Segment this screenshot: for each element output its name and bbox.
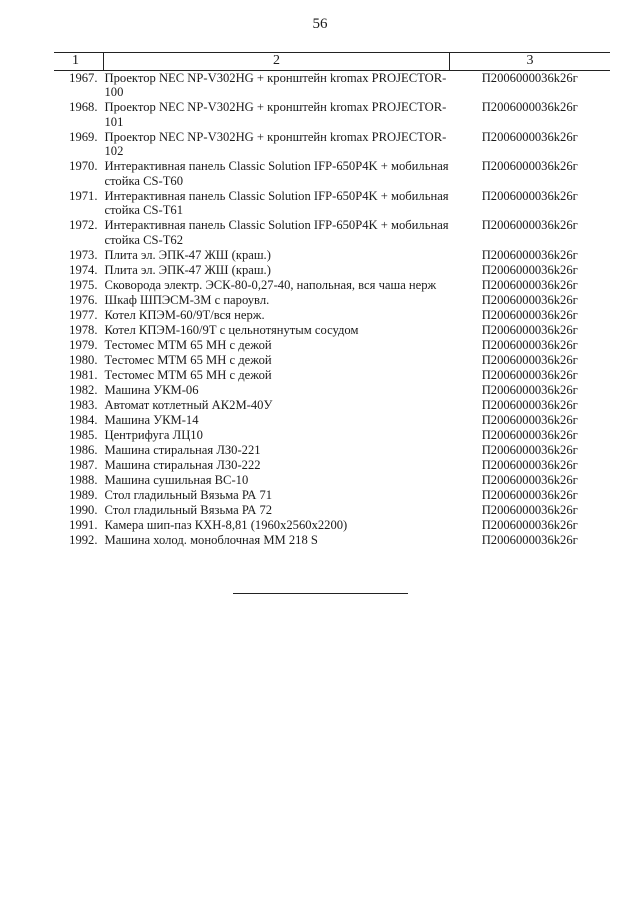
- item-code: П2006000036k26г: [481, 322, 578, 337]
- table-row: [54, 100, 610, 130]
- item-name: Машина сушильная ВС-10: [104, 472, 249, 487]
- table-row: [54, 413, 610, 428]
- item-code: П2006000036k26г: [481, 129, 578, 144]
- item-code: П2006000036k26г: [481, 442, 578, 457]
- table-row: [54, 398, 610, 413]
- end-divider: [233, 593, 408, 594]
- row-number: 1975.: [69, 277, 98, 292]
- item-name: Интерактивная панель Classic Solution IFP-650P4K + мобильная стойка CS-T60: [104, 159, 449, 188]
- item-code: П2006000036k26г: [481, 352, 578, 367]
- table-row: [54, 533, 610, 548]
- row-number: 1968.: [69, 100, 98, 114]
- item-name: Камера шип-паз КХН-8,81 (1960х2560х2200): [104, 517, 348, 532]
- table-row: [54, 278, 610, 293]
- row-number: 1991.: [69, 517, 98, 532]
- row-number: 1973.: [69, 247, 98, 262]
- table-row: [54, 338, 610, 353]
- item-name: Центрифуга ЛЦ10: [104, 427, 203, 442]
- row-number: 1982.: [69, 382, 98, 397]
- table-row: [54, 130, 610, 160]
- item-name: Плита эл. ЭПК-47 ЖШ (краш.): [104, 262, 271, 277]
- item-name: Машина стиральная ЛЗ0-222: [104, 457, 261, 472]
- row-number: 1977.: [69, 307, 98, 322]
- table-row: [54, 368, 610, 383]
- table-row: [54, 383, 610, 398]
- item-code: П2006000036k26г: [481, 159, 578, 173]
- item-code: П2006000036k26г: [481, 292, 578, 307]
- item-code: П2006000036k26г: [481, 307, 578, 322]
- row-number: 1990.: [69, 502, 98, 517]
- column-header-1: 1: [54, 53, 104, 71]
- item-name: Тестомес МТМ 65 МН с дежой: [104, 367, 272, 382]
- table-row: [54, 159, 610, 189]
- row-number: 1976.: [69, 292, 98, 307]
- item-name: Сковорода электр. ЭСК-80-0,27-40, напольная, вся чаша нерж: [104, 277, 437, 292]
- item-code: П2006000036k26г: [481, 188, 578, 203]
- item-code: П2006000036k26г: [481, 218, 578, 232]
- table-row: [54, 293, 610, 308]
- item-code: П2006000036k26г: [481, 367, 578, 382]
- item-code: П2006000036k26г: [481, 502, 578, 517]
- item-name: Машина стиральная ЛЗ0-221: [104, 442, 261, 457]
- item-code: П2006000036k26г: [481, 337, 578, 352]
- table-row: [54, 488, 610, 503]
- table-row: [54, 503, 610, 518]
- column-header-3: 3: [450, 53, 611, 71]
- table-row: [54, 323, 610, 338]
- row-number: 1974.: [69, 262, 98, 277]
- column-header-2: 2: [104, 53, 450, 71]
- row-number: 1989.: [69, 487, 98, 502]
- item-name: Проектор NEC NP-V302HG + кронштейн kromax PROJECTOR-100: [104, 70, 447, 99]
- row-number: 1992.: [69, 532, 98, 547]
- table-row: [54, 218, 610, 248]
- item-name: Проектор NEC NP-V302HG + кронштейн kromax PROJECTOR-102: [104, 129, 447, 158]
- table-row: [54, 308, 610, 323]
- item-code: П2006000036k26г: [481, 100, 578, 114]
- item-name: Интерактивная панель Classic Solution IFP-650P4K + мобильная стойка CS-T61: [104, 188, 449, 217]
- item-name: Котел КПЭМ-60/9Т/вся нерж.: [104, 307, 265, 322]
- item-code: П2006000036k26г: [481, 427, 578, 442]
- header-row: [54, 53, 610, 71]
- item-name: Интерактивная панель Classic Solution IFP-650P4K + мобильная стойка CS-T62: [104, 218, 449, 247]
- item-code: П2006000036k26г: [481, 382, 578, 397]
- item-name: Плита эл. ЭПК-47 ЖШ (краш.): [104, 247, 271, 262]
- table-row: [54, 518, 610, 533]
- table-row: [54, 189, 610, 219]
- row-number: 1987.: [69, 457, 98, 472]
- row-number: 1981.: [69, 367, 98, 382]
- item-name: Стол гладильный Вязьма РА 71: [104, 487, 273, 502]
- page-number: 56: [312, 16, 328, 32]
- item-name: Машина холод. моноблочная ММ 218 S: [104, 532, 318, 547]
- row-number: 1967.: [69, 70, 98, 85]
- item-name: Проектор NEC NP-V302HG + кронштейн kromax PROJECTOR-101: [104, 100, 447, 129]
- row-number: 1978.: [69, 322, 98, 337]
- item-name: Стол гладильный Вязьма РА 72: [104, 502, 273, 517]
- item-name: Тестомес МТМ 65 МН с дежой: [104, 337, 272, 352]
- inventory-table: [54, 52, 610, 548]
- item-code: П2006000036k26г: [481, 247, 578, 262]
- table-row: [54, 428, 610, 443]
- row-number: 1971.: [69, 188, 98, 203]
- row-number: 1985.: [69, 427, 98, 442]
- table-row: [54, 473, 610, 488]
- row-number: 1979.: [69, 337, 98, 352]
- table-row: [54, 353, 610, 368]
- item-code: П2006000036k26г: [481, 457, 578, 472]
- item-name: Котел КПЭМ-160/9Т с цельнотянутым сосудом: [104, 322, 359, 337]
- table-row: [54, 70, 610, 100]
- item-code: П2006000036k26г: [481, 532, 578, 547]
- item-code: П2006000036k26г: [481, 277, 578, 292]
- item-code: П2006000036k26г: [481, 70, 578, 85]
- item-name: Машина УКМ-14: [104, 412, 199, 427]
- row-number: 1986.: [69, 442, 98, 457]
- item-name: Автомат котлетный АК2М-40У: [104, 397, 273, 412]
- row-number: 1988.: [69, 472, 98, 487]
- item-code: П2006000036k26г: [481, 412, 578, 427]
- table-row: [54, 458, 610, 473]
- item-code: П2006000036k26г: [481, 517, 578, 532]
- item-name: Тестомес МТМ 65 МН с дежой: [104, 352, 272, 367]
- table-row: [54, 263, 610, 278]
- row-number: 1970.: [69, 159, 98, 173]
- item-name: Шкаф ШПЭСМ-3М с пароувл.: [104, 292, 270, 307]
- row-number: 1984.: [69, 412, 98, 427]
- item-code: П2006000036k26г: [481, 487, 578, 502]
- row-number: 1980.: [69, 352, 98, 367]
- row-number: 1983.: [69, 397, 98, 412]
- table-body: [54, 70, 610, 548]
- table-row: [54, 248, 610, 263]
- item-code: П2006000036k26г: [481, 262, 578, 277]
- row-number: 1969.: [69, 129, 98, 144]
- item-name: Машина УКМ-06: [104, 382, 199, 397]
- table-row: [54, 443, 610, 458]
- item-code: П2006000036k26г: [481, 397, 578, 412]
- row-number: 1972.: [69, 218, 98, 232]
- item-code: П2006000036k26г: [481, 472, 578, 487]
